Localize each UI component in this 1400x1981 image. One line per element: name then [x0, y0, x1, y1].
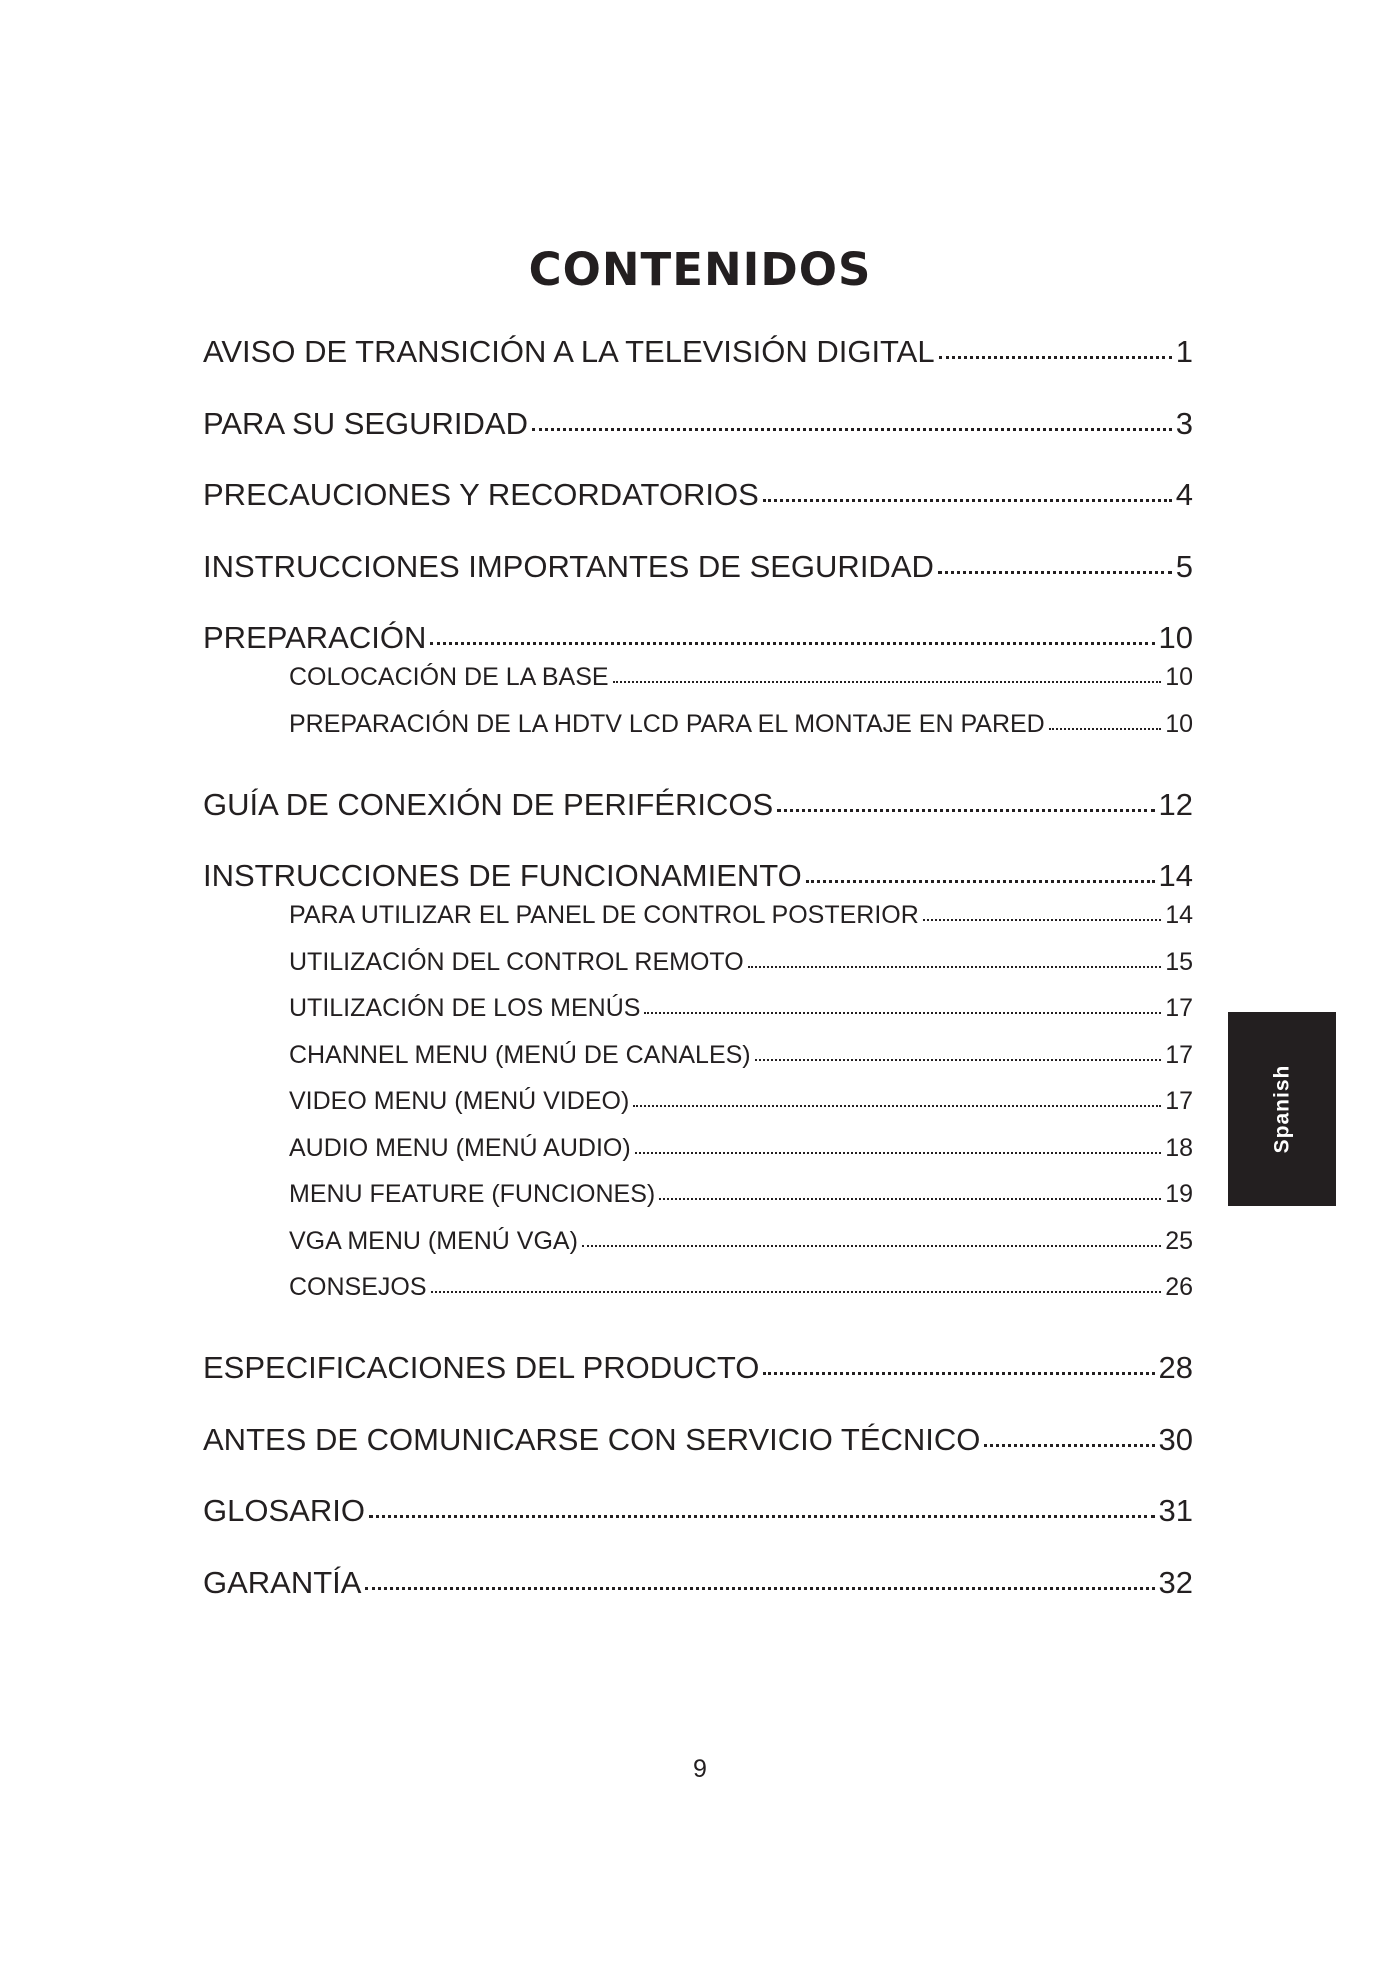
toc-entry[interactable]: [203, 846, 1193, 895]
toc-entry-label: GLOSARIO: [203, 1493, 365, 1528]
toc-subentry-page: 17: [1165, 994, 1193, 1022]
toc-entry-page: 5: [1175, 548, 1193, 584]
toc-subentry-page: 10: [1165, 709, 1193, 738]
toc-leader-dots: [806, 880, 1155, 883]
toc-subentry-label: UTILIZACIÓN DEL CONTROL REMOTO: [289, 947, 744, 976]
toc-subentry[interactable]: [203, 1221, 1193, 1268]
language-tab-label: Spanish: [1270, 1064, 1293, 1154]
toc-entry[interactable]: [203, 775, 1193, 847]
toc-leader-dots: [755, 1059, 1162, 1061]
toc-entry-page: 10: [1158, 620, 1193, 655]
toc-subentry-page: 17: [1165, 1087, 1193, 1115]
toc-leader-dots: [365, 1587, 1154, 1590]
toc-subentry-page: 10: [1165, 663, 1193, 691]
toc-entry-page: 28: [1158, 1350, 1193, 1385]
toc-leader-dots: [582, 1245, 1161, 1247]
toc-entry-label: AVISO DE TRANSICIÓN A LA TELEVISIÓN DIGITAL: [203, 334, 935, 369]
toc-subentry[interactable]: [203, 1035, 1193, 1082]
toc-subentry-label: MENU FEATURE (FUNCIONES): [289, 1180, 656, 1208]
toc-subentry[interactable]: [203, 988, 1193, 1035]
toc-subentry-label: AUDIO MENU (MENÚ AUDIO): [289, 1133, 631, 1162]
toc-leader-dots: [777, 809, 1154, 812]
toc-leader-dots: [532, 428, 1172, 431]
toc-subentry-page: 14: [1165, 901, 1193, 929]
toc-leader-dots: [369, 1515, 1155, 1518]
toc-entry-label: PARA SU SEGURIDAD: [203, 405, 529, 441]
toc-leader-dots: [635, 1152, 1162, 1154]
toc-entry-page: 4: [1175, 477, 1193, 512]
toc-entry[interactable]: [203, 608, 1193, 657]
toc-entry-label: PRECAUCIONES Y RECORDATORIOS: [203, 477, 759, 512]
toc-subentry-page: 17: [1165, 1040, 1193, 1069]
toc-subentry[interactable]: [203, 942, 1193, 989]
toc-entry[interactable]: [203, 1410, 1193, 1482]
toc-entry-label: ESPECIFICACIONES DEL PRODUCTO: [203, 1350, 760, 1385]
toc-subentry[interactable]: [203, 895, 1193, 942]
toc-subentry-page: 26: [1165, 1273, 1193, 1301]
toc-subentry-label: CHANNEL MENU (MENÚ DE CANALES): [289, 1040, 751, 1069]
toc-leader-dots: [763, 1372, 1154, 1375]
toc-leader-dots: [613, 681, 1162, 683]
toc-leader-dots: [938, 571, 1172, 574]
toc-entry-page: 12: [1158, 786, 1193, 822]
toc-entry[interactable]: [203, 537, 1193, 609]
toc-entry-page: 31: [1158, 1493, 1193, 1528]
page-title: CONTENIDOS: [528, 243, 872, 296]
toc-subentry-label: VIDEO MENU (MENÚ VIDEO): [289, 1087, 630, 1115]
toc-entry-label: GARANTÍA: [203, 1564, 362, 1600]
toc-entry[interactable]: [203, 322, 1193, 394]
toc-subentry-label: UTILIZACIÓN DE LOS MENÚS: [289, 994, 641, 1022]
toc-entry[interactable]: [203, 1553, 1193, 1625]
toc-entry[interactable]: [203, 1481, 1193, 1553]
toc-entry[interactable]: [203, 465, 1193, 537]
toc-subentry-page: 18: [1165, 1133, 1193, 1162]
toc-subentry-label: PREPARACIÓN DE LA HDTV LCD PARA EL MONTAJE EN PARED: [289, 709, 1045, 738]
toc-entry-page: 1: [1175, 334, 1193, 369]
toc-leader-dots: [748, 966, 1162, 968]
toc-entry-label: PREPARACIÓN: [203, 620, 427, 655]
toc-subentry-page: 25: [1165, 1226, 1193, 1255]
toc-subentry-label: VGA MENU (MENÚ VGA): [289, 1226, 578, 1255]
toc-leader-dots: [763, 499, 1172, 502]
toc-subentry[interactable]: [203, 704, 1193, 775]
toc-entry-label: GUÍA DE CONEXIÓN DE PERIFÉRICOS: [203, 786, 774, 822]
toc-subentry-label: COLOCACIÓN DE LA BASE: [289, 663, 609, 691]
toc-entry-label: INSTRUCCIONES DE FUNCIONAMIENTO: [203, 858, 802, 893]
toc-subentry[interactable]: [203, 1081, 1193, 1128]
toc-entry-label: INSTRUCCIONES IMPORTANTES DE SEGURIDAD: [203, 548, 934, 584]
toc-leader-dots: [633, 1105, 1161, 1107]
toc-leader-dots: [1049, 728, 1161, 730]
toc-subentry[interactable]: [203, 1128, 1193, 1175]
toc-leader-dots: [939, 356, 1172, 359]
toc-entry-page: 32: [1158, 1564, 1193, 1600]
toc-entry-label: ANTES DE COMUNICARSE CON SERVICIO TÉCNICO: [203, 1421, 981, 1457]
toc-leader-dots: [430, 642, 1154, 645]
toc-leader-dots: [923, 919, 1161, 921]
toc-leader-dots: [984, 1444, 1154, 1447]
table-of-contents: [203, 322, 1193, 1624]
toc-subentry-page: 15: [1165, 947, 1193, 976]
toc-subentry-label: CONSEJOS: [289, 1273, 427, 1301]
toc-entry-page: 14: [1158, 858, 1193, 893]
toc-leader-dots: [659, 1198, 1161, 1200]
toc-entry[interactable]: [203, 1338, 1193, 1410]
toc-subentry-page: 19: [1165, 1180, 1193, 1208]
toc-leader-dots: [431, 1291, 1162, 1293]
toc-subentry-label: PARA UTILIZAR EL PANEL DE CONTROL POSTERIOR: [289, 901, 919, 929]
language-tab: [1228, 1012, 1336, 1206]
toc-subentry[interactable]: [203, 1267, 1193, 1338]
toc-entry[interactable]: [203, 394, 1193, 466]
toc-subentry[interactable]: [203, 1174, 1193, 1221]
toc-leader-dots: [644, 1012, 1161, 1014]
page-number: 9: [693, 1755, 707, 1783]
toc-entry-page: 3: [1175, 405, 1193, 441]
toc-subentry[interactable]: [203, 657, 1193, 704]
toc-entry-page: 30: [1158, 1421, 1193, 1457]
